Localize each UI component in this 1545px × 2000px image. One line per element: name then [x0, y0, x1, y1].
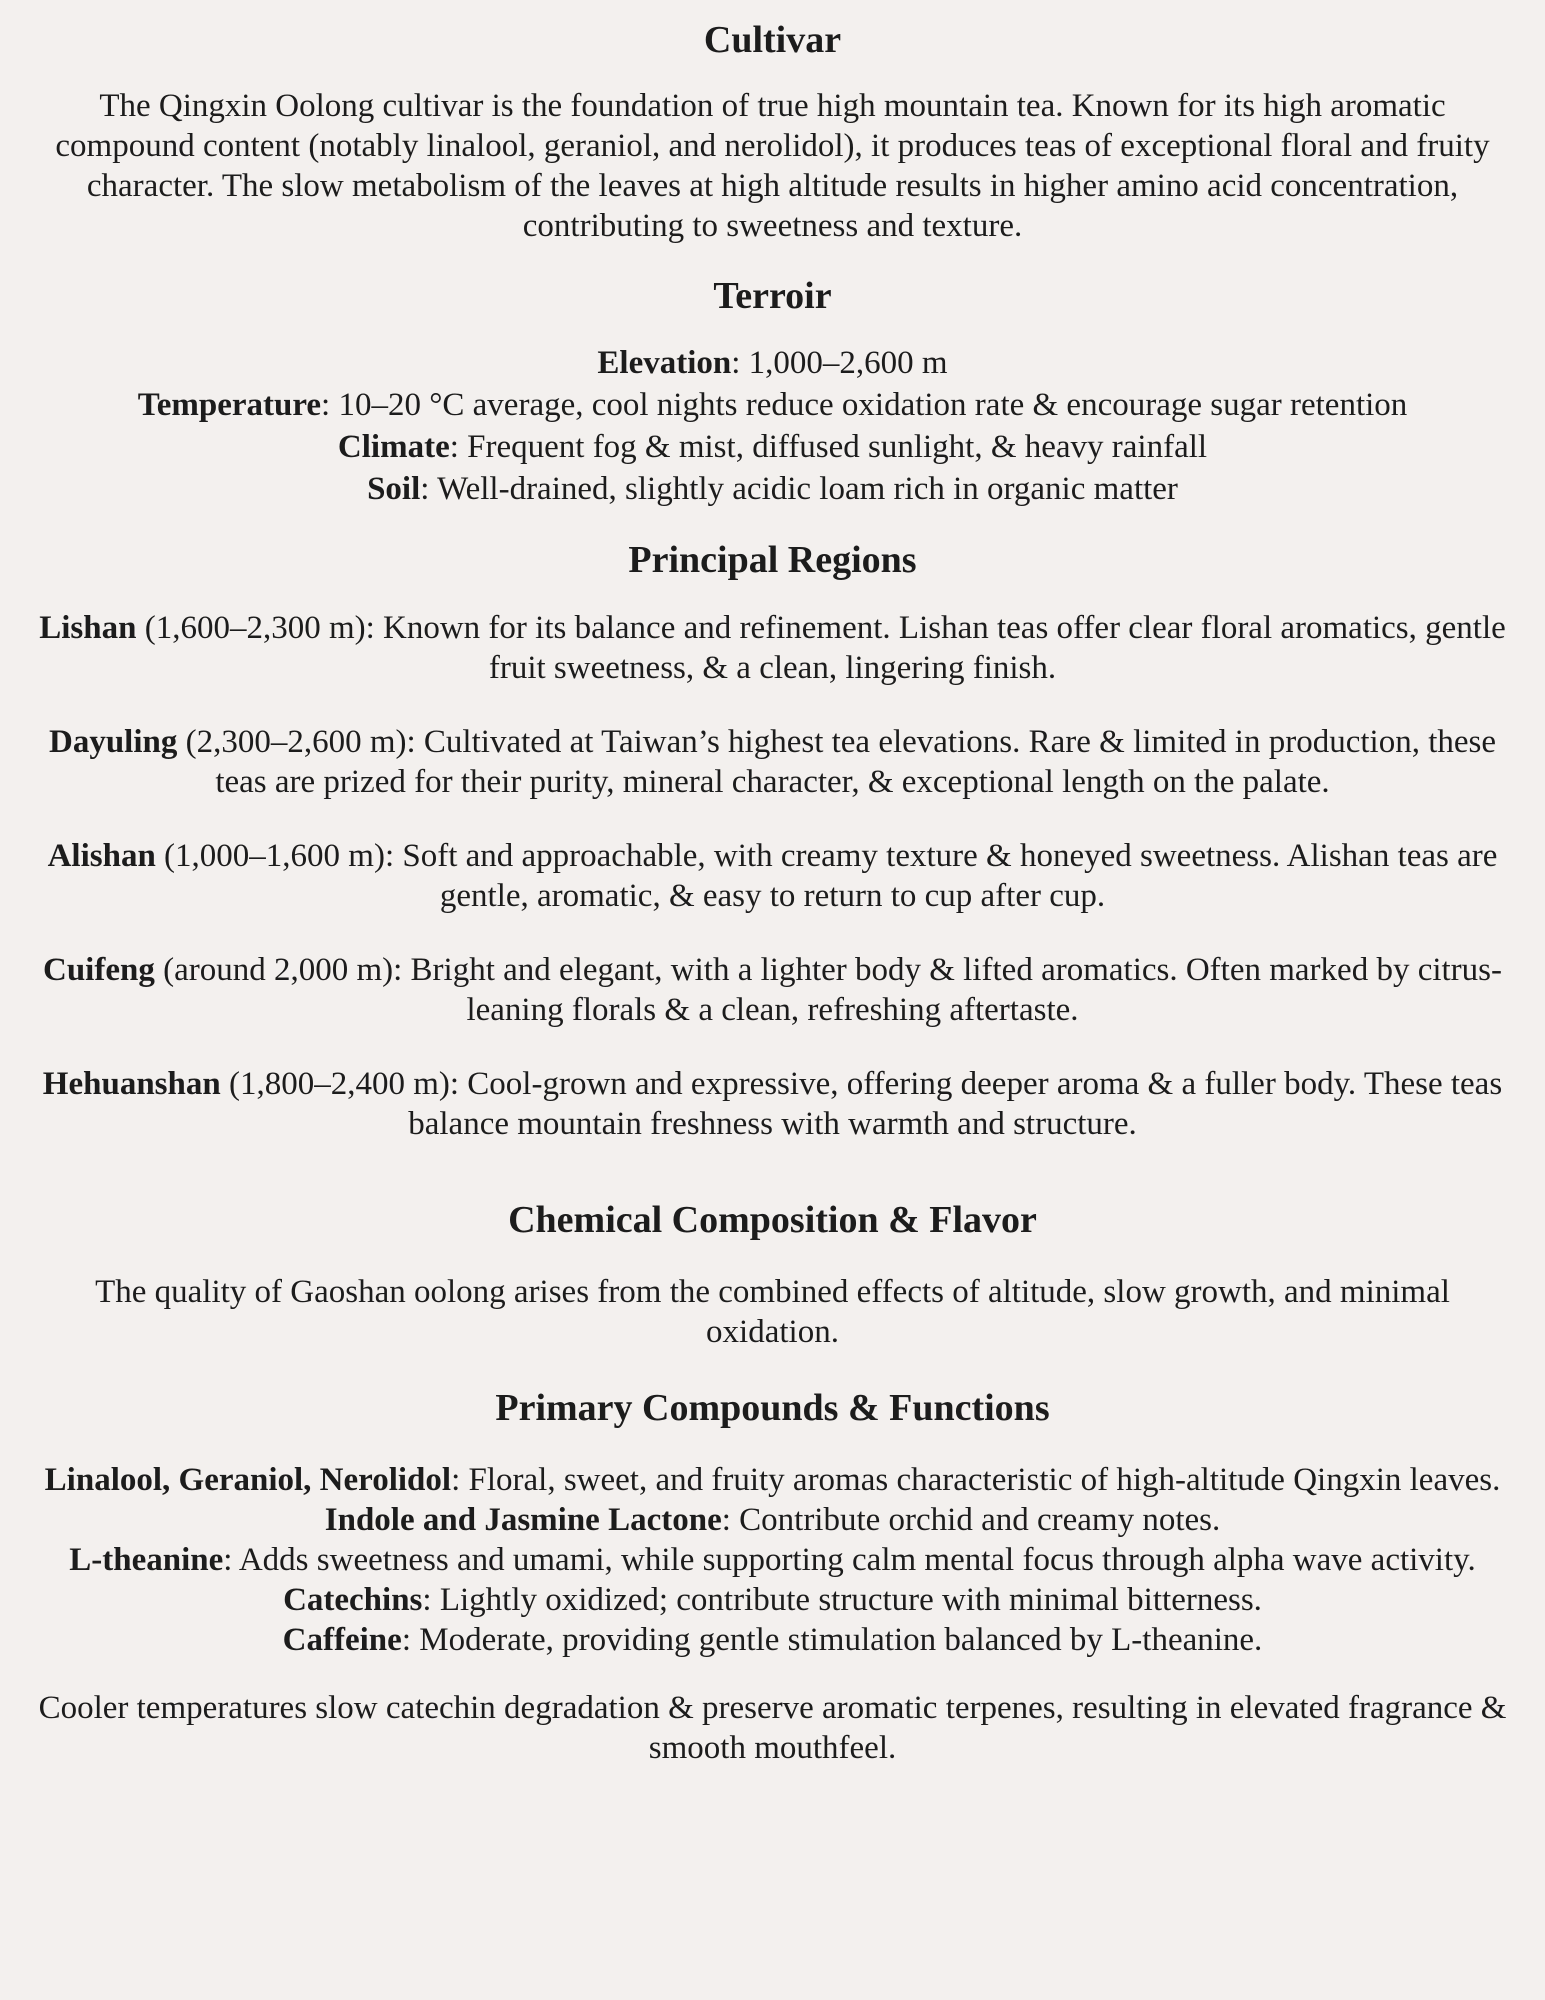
- region-name: Dayuling: [48, 724, 178, 760]
- terroir-label: Elevation: [597, 345, 732, 381]
- region-description: (around 2,000 m): Bright and elegant, with a lighter body & lifted aromatics. Often marked by citrus-leaning florals & a clean, refreshing aftertaste.: [154, 952, 1502, 1028]
- region-description: (1,600–2,300 m): Known for its balance and refinement. Lishan teas offer clear floral aromatics, gentle fruit sweetness, & a clean, lingering finish.: [136, 610, 1506, 686]
- compound-name: Indole and Jasmine Lactone: [324, 1502, 722, 1538]
- terroir-list: [30, 342, 1515, 510]
- compound-name: Catechins: [283, 1582, 423, 1618]
- region-description: (2,300–2,600 m): Cultivated at Taiwan’s highest tea elevations. Rare & limited in production, these teas are prized for their purity, mineral character, & exceptional length on the palate.: [177, 724, 1497, 800]
- compound-function: : Moderate, providing gentle stimulation balanced by L-theanine.: [401, 1622, 1263, 1658]
- region-name: Lishan: [39, 610, 137, 646]
- compound-function: : Adds sweetness and umami, while supporting calm mental focus through alpha wave activity.: [223, 1542, 1476, 1578]
- compound-function: : Floral, sweet, and fruity aromas characteristic of high-altitude Qingxin leaves.: [451, 1462, 1501, 1498]
- terroir-heading: Terroir: [713, 275, 832, 317]
- region-name: Hehuanshan: [42, 1066, 221, 1102]
- terroir-label: Soil: [367, 471, 421, 507]
- compound-item: [30, 1540, 1515, 1580]
- compound-name: Caffeine: [282, 1622, 402, 1658]
- terroir-label: Temperature: [137, 387, 322, 423]
- compound-name: L-theanine: [69, 1542, 224, 1578]
- compound-item: [30, 1620, 1515, 1660]
- compounds-closing: Cooler temperatures slow catechin degradation & preserve aromatic terpenes, resulting in elevated fragrance & smooth mouthfeel.: [38, 1690, 1507, 1766]
- terroir-item-temperature: [30, 384, 1515, 426]
- region-cuifeng: [30, 950, 1515, 1030]
- cultivar-heading: Cultivar: [703, 19, 842, 61]
- terroir-item-elevation: [30, 342, 1515, 384]
- compounds-list: [30, 1460, 1515, 1660]
- compound-name: Linalool, Geraniol, Nerolidol: [44, 1462, 452, 1498]
- compound-function: : Contribute orchid and creamy notes.: [721, 1502, 1221, 1538]
- region-description: (1,000–1,600 m): Soft and approachable, with creamy texture & honeyed sweetness. Alishan teas are gentle, aromatic, & easy to return to cup after cup.: [155, 838, 1498, 914]
- region-dayuling: [30, 722, 1515, 802]
- chemical-heading: Chemical Composition & Flavor: [508, 1199, 1037, 1241]
- region-name: Alishan: [47, 838, 156, 874]
- region-lishan: [30, 608, 1515, 688]
- compound-function: : Lightly oxidized; contribute structure with minimal bitterness.: [422, 1582, 1262, 1618]
- terroir-item-climate: [30, 426, 1515, 468]
- terroir-value: : 1,000–2,600 m: [731, 345, 948, 381]
- compound-item: [30, 1460, 1515, 1500]
- cultivar-paragraph: The Qingxin Oolong cultivar is the foundation of true high mountain tea. Known for its high aromatic compound content (notably linalool, geraniol, and nerolidol), it produces teas of exceptional floral and fruity character. The slow metabolism of the leaves at high altitude results in higher amino acid concentration, contributing to sweetness and texture.: [55, 88, 1490, 244]
- region-name: Cuifeng: [43, 952, 155, 988]
- terroir-item-soil: [30, 468, 1515, 510]
- compound-item: [30, 1580, 1515, 1620]
- chemical-intro: The quality of Gaoshan oolong arises from the combined effects of altitude, slow growth, and minimal oxidation.: [95, 1274, 1450, 1350]
- region-alishan: [30, 836, 1515, 916]
- compound-item: [30, 1500, 1515, 1540]
- region-hehuanshan: [30, 1064, 1515, 1144]
- terroir-value: : 10–20 °C average, cool nights reduce oxidation rate & encourage sugar retention: [321, 387, 1408, 423]
- terroir-label: Climate: [337, 429, 450, 465]
- region-description: (1,800–2,400 m): Cool-grown and expressive, offering deeper aroma & a fuller body. These teas balance mountain freshness with warmth and structure.: [220, 1066, 1503, 1142]
- regions-list: [30, 608, 1515, 1144]
- regions-heading: Principal Regions: [628, 539, 917, 581]
- terroir-value: : Frequent fog & mist, diffused sunlight, & heavy rainfall: [449, 429, 1208, 465]
- terroir-value: : Well-drained, slightly acidic loam rich in organic matter: [420, 471, 1178, 507]
- compounds-heading: Primary Compounds & Functions: [495, 1387, 1050, 1429]
